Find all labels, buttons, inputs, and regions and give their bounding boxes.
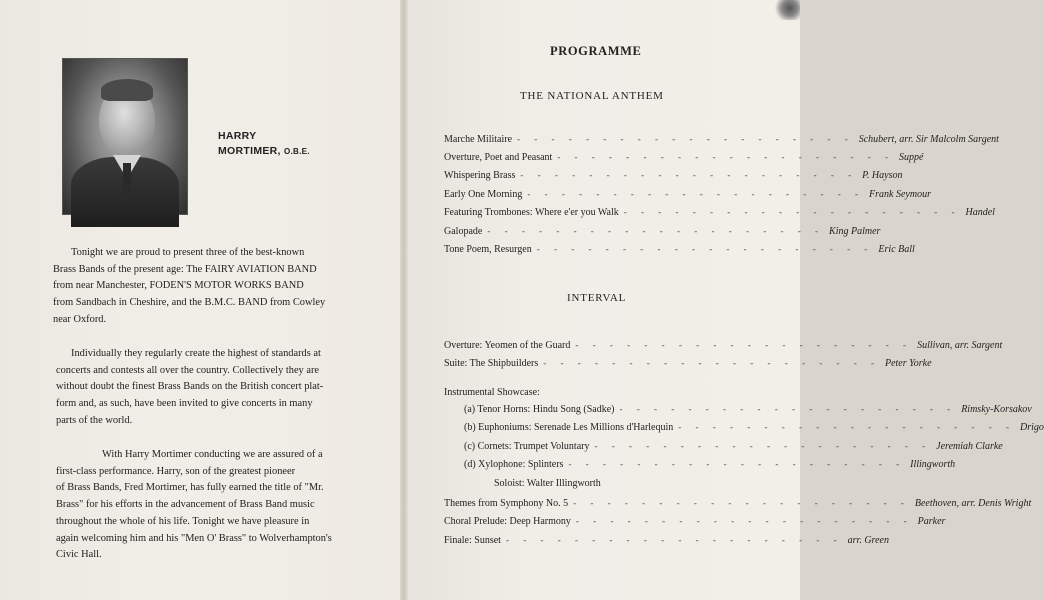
item-title: (d) Xylophone: Splinters <box>464 459 564 470</box>
conductor-honour: O.B.E. <box>284 147 310 156</box>
conductor-line: Brass" for his efforts in the advancement of Brass Band music <box>56 499 315 511</box>
intro-line: Brass Bands of the present age: The FAIRY AVIATION BAND <box>53 263 317 275</box>
programme-item <box>444 498 1032 514</box>
dot-leader: - - - - - - - - - - - - - - - - - - - - <box>619 404 957 414</box>
item-title: (c) Cornets: Trumpet Voluntary <box>464 441 590 452</box>
item-composer: P. Hayson <box>862 170 903 181</box>
soloist-line: Soloist: Walter Illingworth <box>494 478 601 489</box>
portrait-photo <box>62 58 188 215</box>
item-title: Galopade <box>444 226 483 237</box>
dot-leader: - - - - - - - - - - - - - - - - - - - - <box>487 226 825 236</box>
conductor-surname: MORTIMER, <box>218 145 281 157</box>
item-title: Overture: Yeomen of the Guard <box>444 340 571 351</box>
programme-item <box>444 340 1003 356</box>
programme-item <box>444 244 915 260</box>
item-title: Whispering Brass <box>444 170 516 181</box>
page-fold <box>400 0 408 600</box>
programme-item <box>444 358 932 374</box>
dot-leader: - - - - - - - - - - - - - - - - - - - - <box>678 422 1015 432</box>
dot-leader: - - - - - - - - - - - - - - - - - - - - <box>536 244 874 254</box>
item-composer: Schubert, arr. Sir Malcolm Sargent <box>858 134 999 145</box>
showcase-item <box>464 422 1044 438</box>
conductor-paragraph <box>56 447 332 564</box>
item-title: Overture, Poet and Peasant <box>444 152 553 163</box>
dot-leader: - - - - - - - - - - - - - - - - - - - - <box>568 459 906 469</box>
ink-smudge <box>774 0 800 20</box>
dot-leader: - - - - - - - - - - - - - - - - - - - - <box>623 207 961 217</box>
bands-line: parts of the world. <box>56 414 133 426</box>
intro-line: from Sandbach in Cheshire, and the B.M.C. BAND from Cowley <box>53 297 326 309</box>
item-composer: Parker <box>917 516 946 527</box>
item-title: Finale: Sunset <box>444 535 501 546</box>
programme-title: PROGRAMME <box>550 44 642 58</box>
conductor-line: again welcoming him and his "Men O' Brass" to Wolverhampton's <box>56 532 332 544</box>
item-composer: Beethoven, arr. Denis Wright <box>914 498 1032 509</box>
item-composer: King Palmer <box>829 226 881 237</box>
item-title: Suite: The Shipbuilders <box>444 358 539 369</box>
intro-paragraph <box>53 245 325 329</box>
item-composer: Rimsky-Korsakov <box>961 404 1032 415</box>
programme-item <box>444 535 889 551</box>
conductor-line: With Harry Mortimer conducting we are assured of a <box>102 449 323 460</box>
conductor-line: Civic Hall. <box>56 549 102 561</box>
dot-leader: - - - - - - - - - - - - - - - - - - - - <box>575 516 913 526</box>
portrait-hair <box>101 79 153 101</box>
programme-item <box>444 207 995 223</box>
dot-leader: - - - - - - - - - - - - - - - - - - - - <box>573 498 910 508</box>
portrait-tie <box>123 163 131 203</box>
item-composer: Sullivan, arr. Sargent <box>917 340 1003 351</box>
item-title: Early One Morning <box>444 189 523 200</box>
item-composer: Suppé <box>899 152 924 163</box>
conductor-line: first-class performance. Harry, son of the greatest pioneer <box>56 465 296 477</box>
showcase-item <box>464 459 956 475</box>
item-composer: Eric Ball <box>878 244 915 255</box>
conductor-line: throughout the whole of his life. Tonight we have pleasure in <box>56 515 310 527</box>
item-composer: Frank Seymour <box>869 189 931 200</box>
item-title: Themes from Symphony No. 5 <box>444 498 569 509</box>
showcase-item <box>464 404 1032 420</box>
interval-heading: INTERVAL <box>567 292 627 304</box>
dot-leader: - - - - - - - - - - - - - - - - - - - - <box>517 134 854 144</box>
bands-line: form and, as such, have been invited to give concerts in many <box>56 398 313 410</box>
item-title: (b) Euphoniums: Serenade Les Millions d'Harlequin <box>464 422 674 433</box>
bands-line: concerts and contests all over the country. Collectively they are <box>56 364 320 376</box>
national-anthem-heading: THE NATIONAL ANTHEM <box>520 90 664 102</box>
dot-leader: - - - - - - - - - - - - - - - - - - - - <box>557 152 895 162</box>
item-composer: Handel <box>965 207 995 218</box>
programme-item <box>444 226 881 242</box>
programme-item <box>444 189 931 205</box>
dot-leader: - - - - - - - - - - - - - - - - - - - - <box>520 170 858 180</box>
item-composer: Drigo <box>1019 422 1044 433</box>
conductor-name-line2 <box>218 145 310 157</box>
conductor-name-line1: HARRY <box>218 130 257 142</box>
programme-item <box>444 152 924 168</box>
dot-leader: - - - - - - - - - - - - - - - - - - - - <box>543 358 880 368</box>
dot-leader: - - - - - - - - - - - - - - - - - - - - <box>527 189 865 199</box>
dot-leader: - - - - - - - - - - - - - - - - - - - - <box>594 441 932 451</box>
programme-item <box>444 516 946 532</box>
item-title: Marche Militaire <box>444 134 513 145</box>
bands-line: without doubt the finest Brass Bands on the British concert plat- <box>56 381 324 393</box>
item-title: (a) Tenor Horns: Hindu Song (Sadke) <box>464 404 615 415</box>
intro-line: near Oxford. <box>53 313 107 325</box>
dot-leader: - - - - - - - - - - - - - - - - - - - - <box>505 535 843 545</box>
item-title: Tone Poem, Resurgen <box>444 244 532 255</box>
dot-leader: - - - - - - - - - - - - - - - - - - - - <box>575 340 913 350</box>
item-title: Featuring Trombones: Where e'er you Walk <box>444 207 619 218</box>
item-composer: arr. Green <box>847 535 889 546</box>
bands-line: Individually they regularly create the highest of standards at <box>71 348 321 359</box>
item-composer: Illingworth <box>910 459 956 470</box>
conductor-line: of Brass Bands, Fred Mortimer, has fully earned the title of "Mr. <box>56 482 324 494</box>
item-composer: Jeremiah Clarke <box>936 441 1003 452</box>
item-title: Choral Prelude: Deep Harmony <box>444 516 571 527</box>
item-composer: Peter Yorke <box>884 358 932 369</box>
instrumental-showcase-label: Instrumental Showcase: <box>444 387 540 398</box>
bands-paragraph <box>56 346 323 430</box>
showcase-item <box>464 441 1003 457</box>
intro-line: from near Manchester, FODEN'S MOTOR WORKS BAND <box>53 280 304 292</box>
programme-item <box>444 170 903 186</box>
intro-line: Tonight we are proud to present three of the best-known <box>71 247 305 258</box>
programme-item <box>444 134 999 150</box>
